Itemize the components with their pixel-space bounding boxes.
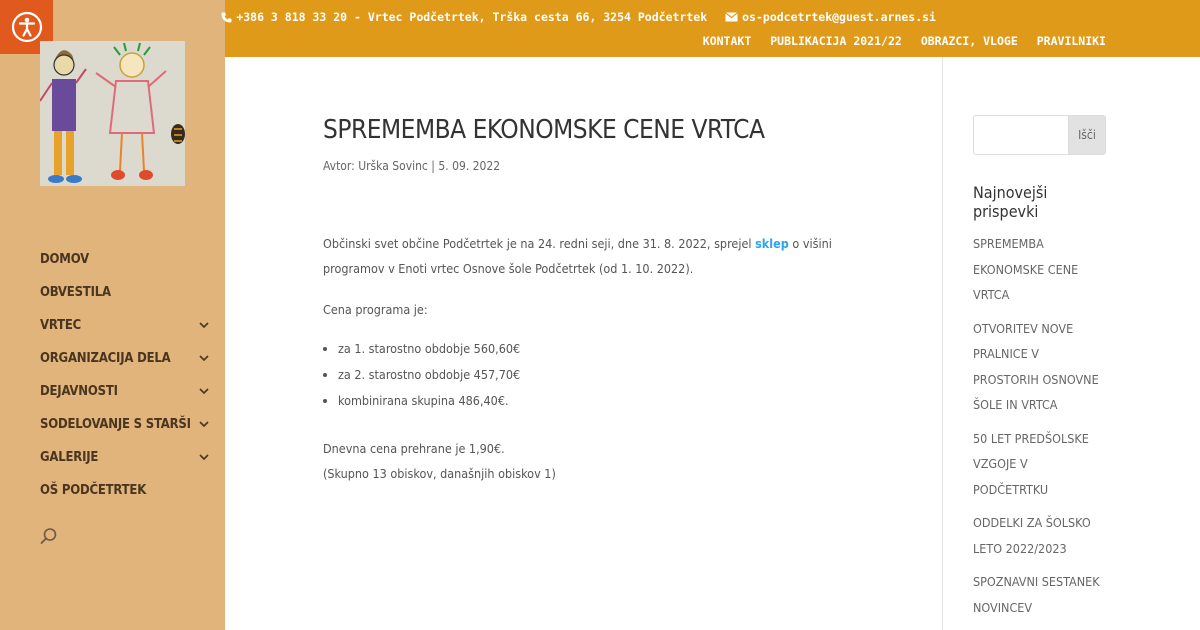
paragraph-text: Občinski svet občine Podčetrtek je na 24. redni seji, dne 31. 8. 2022, sprejel	[323, 236, 756, 251]
nav-item-label: DEJAVNOSTI	[40, 384, 118, 399]
phone-icon	[221, 12, 232, 23]
list-item: • za 1. starostno obdobje 560,60€	[338, 336, 883, 362]
post-meta: Avtor: Urška Sovinc | 5. 09. 2022	[323, 159, 501, 173]
paragraph-text: o višini programov v Enoti vrtec Osnove šole Podčetrtek (od 1. 10. 2022).	[323, 236, 832, 276]
left-sidebar	[0, 0, 225, 630]
nav-item-os-podcetrtek[interactable]	[40, 474, 210, 507]
top-nav-kontakt[interactable]: KONTAKT	[702, 34, 752, 48]
nav-item-organizacija-dela[interactable]	[40, 342, 210, 375]
post-paragraph-2: Cena programa je:	[323, 302, 428, 317]
list-item: • za 2. starostno obdobje 457,70€	[338, 362, 883, 388]
article	[323, 113, 883, 486]
nav-item-sodelovanje-s-starsi[interactable]	[40, 408, 210, 441]
top-nav	[703, 34, 1106, 48]
nav-item-label: VRTEC	[40, 318, 82, 333]
email-link[interactable]: os-podcetrtek@guest.arnes.si	[742, 10, 936, 24]
email-info[interactable]	[725, 10, 936, 24]
post-paragraph-3	[323, 436, 883, 486]
recent-post-link[interactable]: 50 LET PREDŠOLSKE VZGOJE V PODČETRTKU	[973, 430, 1089, 497]
recent-post-link[interactable]: ODDELKI ZA ŠOLSKO LETO 2022/2023	[973, 515, 1091, 556]
envelope-icon	[725, 12, 738, 22]
post-paragraph-1	[323, 231, 883, 281]
recent-post-link[interactable]: OTVORITEV NOVE PRALNICE V PROSTORIH OSNOVNE ŠOLE IN VRTCA	[973, 320, 1099, 412]
search-button[interactable]: Išči	[1068, 115, 1106, 155]
recent-posts-list	[973, 231, 1106, 620]
recent-post-link[interactable]: SPREMEMBA EKONOMSKE CENE VRTCA	[973, 236, 1079, 302]
content-divider	[942, 57, 943, 630]
search-icon	[40, 527, 58, 545]
post-title: SPREMEMBA EKONOMSKE CENE VRTCA	[323, 115, 765, 145]
recent-post-link[interactable]: SPOZNAVNI SESTANEK NOVINCEV	[973, 574, 1100, 615]
accessibility-icon	[11, 11, 43, 43]
top-nav-pravilniki[interactable]: PRAVILNIKI	[1036, 34, 1106, 48]
nav-item-dejavnosti[interactable]	[40, 375, 210, 408]
recent-posts-heading: Najnovejši prispevki	[973, 183, 1048, 221]
phone-address-text: +386 3 818 33 20 - Vrtec Podčetrtek, Trška cesta 66, 3254 Podčetrtek	[236, 10, 708, 24]
sklep-link[interactable]: sklep	[755, 236, 789, 251]
chevron-down-icon[interactable]	[198, 386, 210, 398]
nav-item-label: GALERIJE	[40, 450, 99, 465]
nav-item-domov[interactable]	[40, 243, 210, 276]
nav-item-label: DOMOV	[40, 252, 89, 267]
top-header-bar	[225, 0, 1200, 57]
main-nav	[40, 243, 210, 507]
search-widget	[973, 115, 1106, 155]
visit-counter-text: (Skupno 13 obiskov, današnjih obiskov 1)	[323, 466, 556, 481]
sidebar-search-button[interactable]	[40, 527, 60, 547]
search-input[interactable]	[973, 115, 1068, 155]
chevron-down-icon[interactable]	[198, 353, 210, 365]
contact-info	[221, 10, 936, 24]
site-logo[interactable]	[40, 41, 185, 186]
nav-item-galerije[interactable]	[40, 441, 210, 474]
child-drawing-logo	[40, 41, 185, 186]
chevron-down-icon[interactable]	[198, 452, 210, 464]
nav-item-label: ORGANIZACIJA DELA	[40, 351, 171, 366]
top-nav-publikacija[interactable]: PUBLIKACIJA 2021/22	[770, 34, 902, 48]
top-nav-obrazci-vloge[interactable]: OBRAZCI, VLOGE	[920, 34, 1018, 48]
list-item: • kombinirana skupina 486,40€.	[338, 388, 883, 414]
right-sidebar	[973, 115, 1106, 628]
nav-item-vrtec[interactable]	[40, 309, 210, 342]
nav-item-label: OŠ PODČETRTEK	[40, 483, 147, 498]
nav-item-obvestila[interactable]	[40, 276, 210, 309]
nav-item-label: OBVESTILA	[40, 285, 111, 300]
chevron-down-icon[interactable]	[198, 320, 210, 332]
price-list	[338, 336, 883, 414]
food-price-text: Dnevna cena prehrane je 1,90€.	[323, 441, 505, 456]
phone-info	[221, 10, 707, 24]
chevron-down-icon[interactable]	[198, 419, 210, 431]
nav-item-label: SODELOVANJE S STARŠI	[40, 417, 191, 432]
